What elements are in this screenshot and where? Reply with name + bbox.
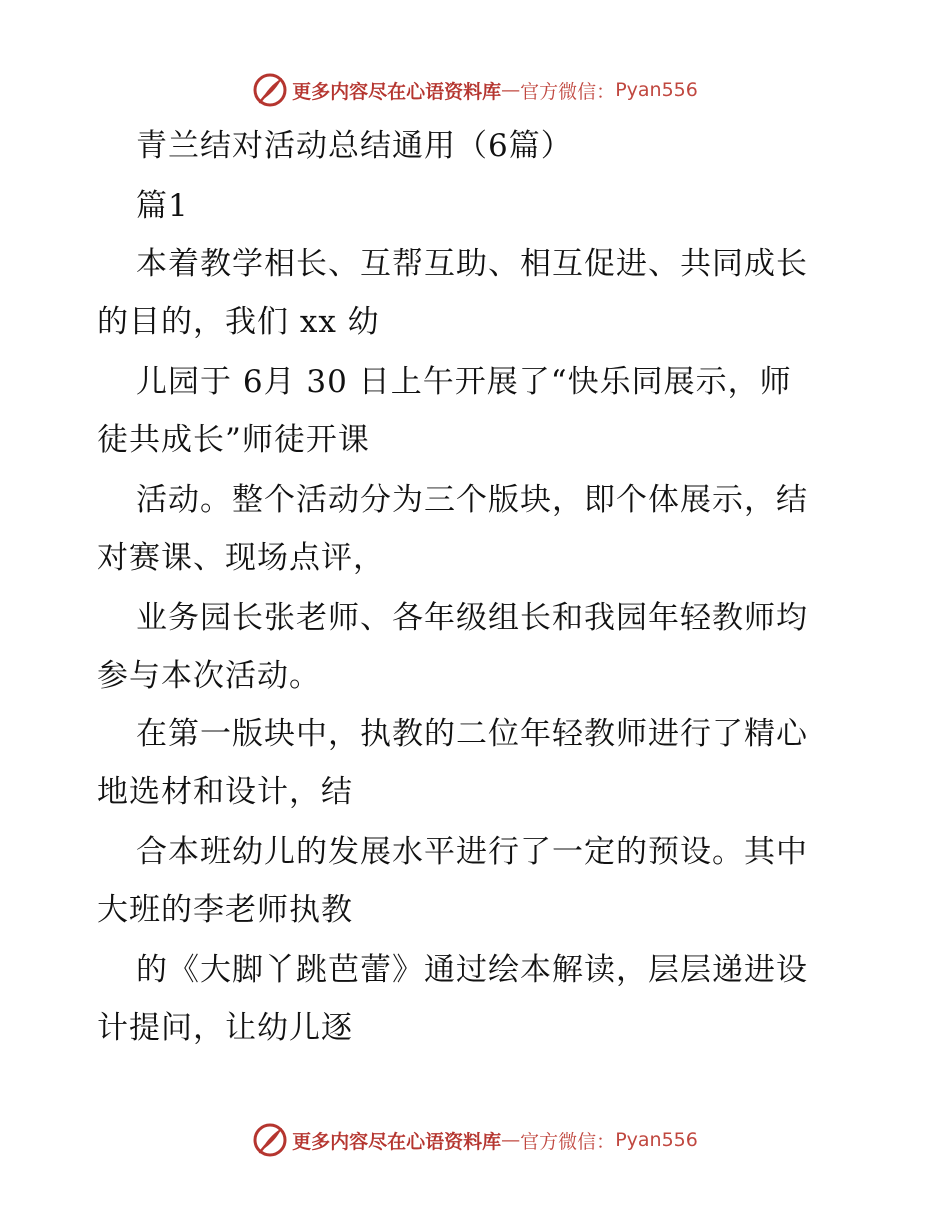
paragraph-line: 儿园于 6月 30 日上午开展了“快乐同展示，师 [136, 364, 792, 400]
paragraph-line: 在第一版块中，执教的二位年轻教师进行了精心 [136, 716, 808, 752]
banner-wechat-id: Pyan556 [615, 79, 698, 101]
paragraph-line: 徒共成长”师徒开课 [97, 422, 370, 458]
document-title: 青兰结对活动总结通用（6篇） [136, 128, 573, 164]
footer-banner [0, 1120, 950, 1160]
quill-pen-logo-icon [252, 1122, 288, 1158]
paragraph-line: 参与本次活动。 [97, 658, 321, 694]
banner-separator: — [501, 79, 521, 101]
paragraph-line: 本着教学相长、互帮互助、相互促进、共同成长 [136, 246, 808, 282]
banner-text: 更多内容尽在心语资料库 [292, 80, 502, 103]
quill-pen-logo-icon [252, 72, 288, 108]
banner-text: 更多内容尽在心语资料库 [292, 1130, 502, 1153]
paragraph-line: 计提问，让幼儿逐 [97, 1010, 353, 1046]
paragraph-line: 的《大脚丫跳芭蕾》通过绘本解读，层层递进设 [136, 952, 808, 988]
paragraph-line: 业务园长张老师、各年级组长和我园年轻教师均 [136, 600, 808, 636]
paragraph-line: 活动。整个活动分为三个版块，即个体展示，结 [136, 482, 808, 518]
paragraph-line: 合本班幼儿的发展水平进行了一定的预设。其中 [136, 834, 808, 870]
banner-wechat-label: 官方微信： [520, 1130, 616, 1153]
banner-wechat-id: Pyan556 [615, 1129, 698, 1151]
section-heading: 篇1 [136, 188, 189, 224]
banner-separator: — [501, 1129, 521, 1151]
paragraph-line: 对赛课、现场点评， [97, 540, 385, 576]
paragraph-line: 的目的，我们 xx 幼 [97, 304, 380, 340]
header-banner [0, 70, 950, 110]
paragraph-line: 地选材和设计，结 [97, 774, 353, 810]
banner-wechat-label: 官方微信： [520, 80, 616, 103]
paragraph-line: 大班的李老师执教 [97, 892, 353, 928]
